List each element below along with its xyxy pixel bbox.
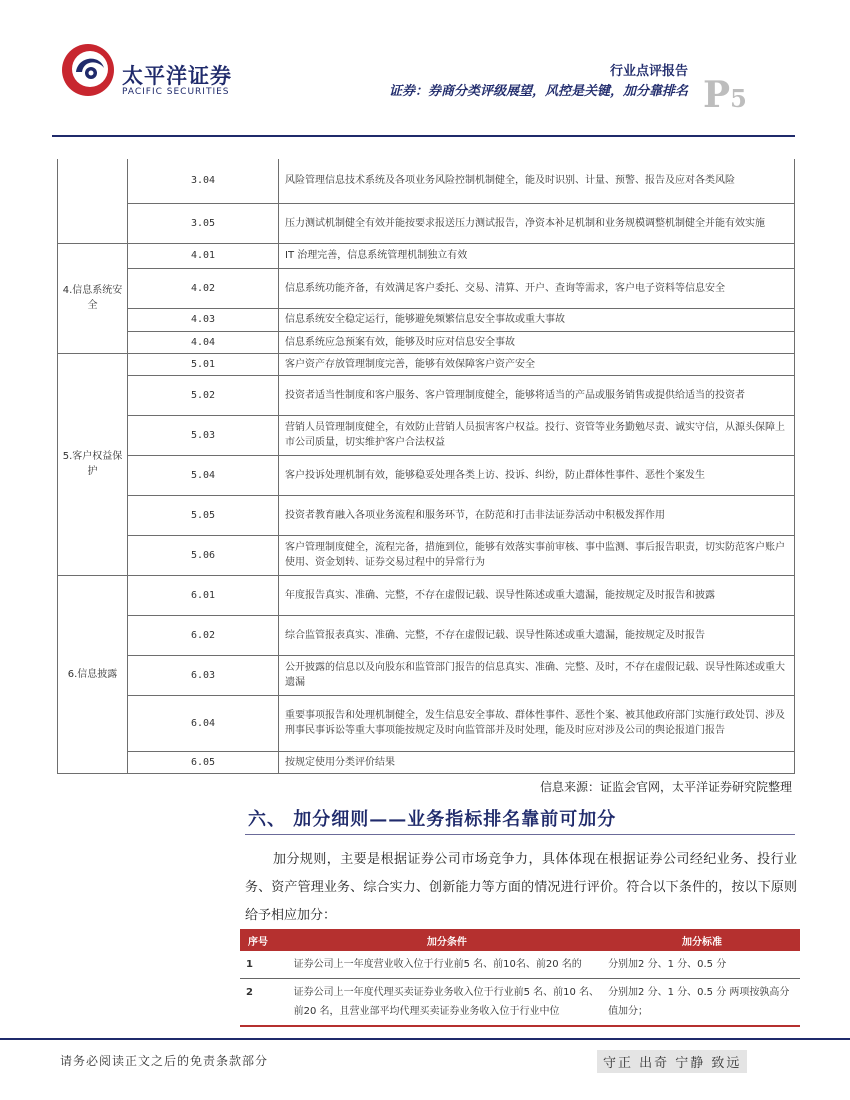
bonus-table bbox=[240, 929, 800, 1027]
table-row bbox=[240, 951, 800, 979]
criterion-cell: 按规定使用分类评价结果 bbox=[279, 751, 795, 773]
table-source: 信息来源：证监会官网，太平洋证券研究院整理 bbox=[539, 780, 792, 794]
criterion-cell: 投资者适当性制度和客户服务、客户管理制度健全，能够将适当的产品或服务销售或提供给适当的投资者 bbox=[279, 375, 795, 415]
code-cell: 5.04 bbox=[128, 455, 279, 495]
category-cell bbox=[58, 159, 128, 243]
code-cell: 6.04 bbox=[128, 695, 279, 751]
code-cell: 4.03 bbox=[128, 308, 279, 331]
section-divider bbox=[245, 834, 795, 835]
category-cell: 4.信息系统安全 bbox=[58, 243, 128, 353]
table-row bbox=[58, 495, 795, 535]
code-cell: 5.05 bbox=[128, 495, 279, 535]
code-cell: 6.01 bbox=[128, 575, 279, 615]
code-cell: 5.02 bbox=[128, 375, 279, 415]
code-cell: 5.06 bbox=[128, 535, 279, 575]
footer-motto: 守正 出奇 宁静 致远 bbox=[597, 1050, 747, 1073]
row-no: 2 bbox=[240, 979, 290, 1027]
company-name-en: PACIFIC SECURITIES bbox=[122, 87, 230, 97]
code-cell: 4.02 bbox=[128, 268, 279, 308]
criterion-cell: 压力测试机制健全有效并能按要求报送压力测试报告，净资本补足机制和业务规模调整机制健全并能有效实施 bbox=[279, 203, 795, 243]
table-row bbox=[58, 159, 795, 203]
table-row bbox=[58, 375, 795, 415]
row-condition: 证券公司上一年度代理买卖证券业务收入位于行业前5 名、前10 名、前20 名，且营业部平均代理买卖证券业务收入位于行业中位 bbox=[290, 979, 604, 1027]
table-row bbox=[240, 979, 800, 1027]
table-row bbox=[58, 243, 795, 268]
table-row bbox=[58, 535, 795, 575]
code-cell: 4.01 bbox=[128, 243, 279, 268]
page-number: P5 bbox=[703, 74, 747, 116]
header-condition: 加分条件 bbox=[290, 929, 604, 951]
table-row bbox=[58, 415, 795, 455]
category-cell: 5.客户权益保护 bbox=[58, 353, 128, 575]
criteria-table bbox=[57, 159, 795, 774]
table-row bbox=[58, 455, 795, 495]
code-cell: 3.04 bbox=[128, 159, 279, 203]
code-cell: 6.05 bbox=[128, 751, 279, 773]
code-cell: 6.03 bbox=[128, 655, 279, 695]
page-header bbox=[0, 0, 850, 140]
criterion-cell: 重要事项报告和处理机制健全，发生信息安全事故、群体性事件、恶性个案、被其他政府部门实施行政处罚、涉及刑事民事诉讼等重大事项能按规定及时向监管部并及时处理，能及时应对涉及公司的舆论报道门报告 bbox=[279, 695, 795, 751]
criterion-cell: 年度报告真实、准确、完整，不存在虚假记载、误导性陈述或重大遗漏，能按规定及时报告和披露 bbox=[279, 575, 795, 615]
criterion-cell: 综合监管报表真实、准确、完整，不存在虚假记载、误导性陈述或重大遗漏，能按规定及时报告 bbox=[279, 615, 795, 655]
header-standard: 加分标准 bbox=[604, 929, 800, 951]
report-title: 证券：券商分类评级展望，风控是关键，加分靠排名 bbox=[388, 84, 688, 99]
row-condition: 证券公司上一年度营业收入位于行业前5 名、前10名、前20 名的 bbox=[290, 951, 604, 979]
criterion-cell: 公开披露的信息以及向股东和监管部门报告的信息真实、准确、完整、及时，不存在虚假记载、误导性陈述或重大遗漏 bbox=[279, 655, 795, 695]
table-row bbox=[58, 268, 795, 308]
section-title: 六、 加分细则——业务指标排名靠前可加分 bbox=[248, 809, 617, 830]
table-row bbox=[58, 353, 795, 375]
category-cell: 6.信息披露 bbox=[58, 575, 128, 773]
code-cell: 4.04 bbox=[128, 331, 279, 353]
company-name-cn: 太平洋证券 bbox=[122, 64, 232, 88]
code-cell: 3.05 bbox=[128, 203, 279, 243]
code-cell: 5.01 bbox=[128, 353, 279, 375]
table-row bbox=[58, 308, 795, 331]
criterion-cell: IT 治理完善，信息系统管理机制独立有效 bbox=[279, 243, 795, 268]
footer-divider bbox=[0, 1038, 850, 1040]
criterion-cell: 客户投诉处理机制有效，能够稳妥处理各类上访、投诉、纠纷，防止群体性事件、恶性个案发生 bbox=[279, 455, 795, 495]
pacific-securities-logo-icon bbox=[60, 42, 116, 98]
table-row bbox=[58, 695, 795, 751]
table-row bbox=[58, 655, 795, 695]
criterion-cell: 投资者教育融入各项业务流程和服务环节，在防范和打击非法证券活动中积极发挥作用 bbox=[279, 495, 795, 535]
table-row bbox=[58, 575, 795, 615]
table-row bbox=[58, 615, 795, 655]
row-standard: 分别加2 分、1 分、0.5 分 bbox=[604, 951, 800, 979]
table-row bbox=[58, 751, 795, 773]
criterion-cell: 客户资产存放管理制度完善，能够有效保障客户资产安全 bbox=[279, 353, 795, 375]
code-cell: 6.02 bbox=[128, 615, 279, 655]
criterion-cell: 营销人员管理制度健全，有效防止营销人员损害客户权益。投行、资管等业务勤勉尽责、诚实守信，从源头保障上市公司质量，切实维护客户合法权益 bbox=[279, 415, 795, 455]
header-no: 序号 bbox=[240, 929, 290, 951]
criterion-cell: 风险管理信息技术系统及各项业务风险控制机制健全，能及时识别、计量、预警、报告及应对各类风险 bbox=[279, 159, 795, 203]
header-divider bbox=[52, 135, 795, 137]
code-cell: 5.03 bbox=[128, 415, 279, 455]
report-type: 行业点评报告 bbox=[609, 64, 688, 79]
bonus-table-header bbox=[240, 929, 800, 951]
table-row bbox=[58, 331, 795, 353]
criterion-cell: 客户管理制度健全，流程完备，措施到位，能够有效落实事前审核、事中监测、事后报告职责，切实防范客户账户使用、资金划转、证券交易过程中的异常行为 bbox=[279, 535, 795, 575]
criterion-cell: 信息系统应急预案有效，能够及时应对信息安全事故 bbox=[279, 331, 795, 353]
section-paragraph: 加分规则，主要是根据证券公司市场竞争力，具体体现在根据证券公司经纪业务、投行业务、资产管理业务、综合实力、创新能力等方面的情况进行评价。符合以下条件的，按以下原则给予相应加分： bbox=[245, 852, 797, 923]
criterion-cell: 信息系统安全稳定运行，能够避免频繁信息安全事故或重大事故 bbox=[279, 308, 795, 331]
row-no: 1 bbox=[240, 951, 290, 979]
footer-disclaimer: 请务必阅读正文之后的免责条款部分 bbox=[60, 1054, 269, 1068]
row-standard: 分别加2 分、1 分、0.5 分 两项按孰高分值加分； bbox=[604, 979, 800, 1027]
table-row bbox=[58, 203, 795, 243]
criterion-cell: 信息系统功能齐备，有效满足客户委托、交易、清算、开户、查询等需求，客户电子资料等信息安全 bbox=[279, 268, 795, 308]
